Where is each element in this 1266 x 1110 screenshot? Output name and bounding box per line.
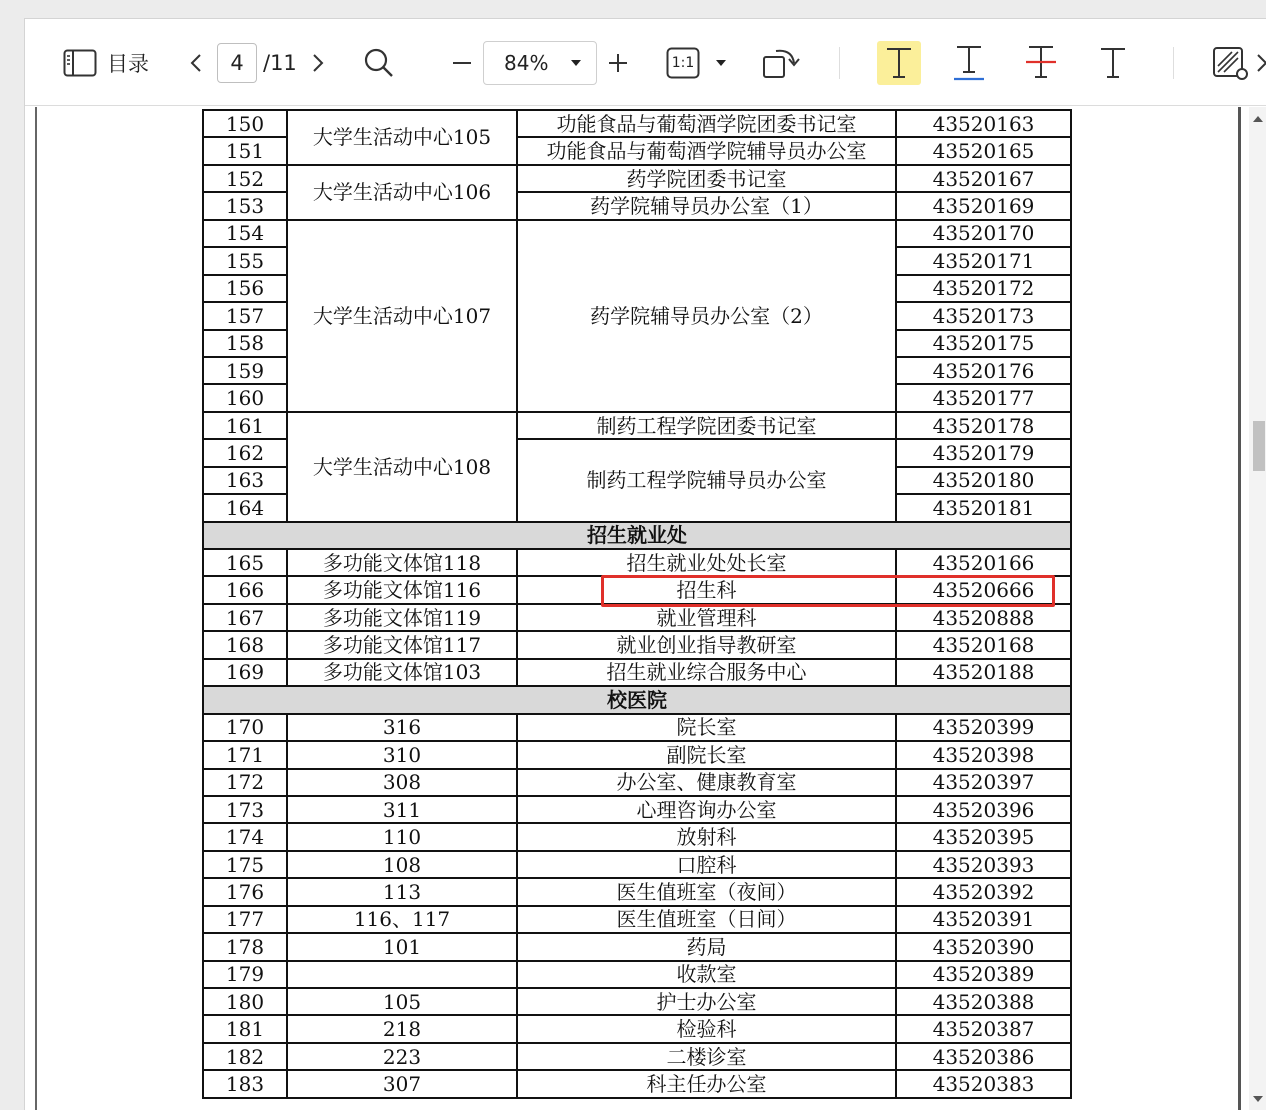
row-number: 165 <box>203 549 287 576</box>
office-cell: 药学院辅导员办公室（1） <box>517 192 896 219</box>
office-cell: 药局 <box>517 933 896 960</box>
chevron-left-icon <box>190 53 202 73</box>
office-cell: 就业管理科 <box>517 604 896 631</box>
page-edge <box>35 107 37 1110</box>
row-number: 161 <box>203 412 287 439</box>
office-cell: 医生值班室（夜间） <box>517 878 896 905</box>
office-cell: 放射科 <box>517 823 896 850</box>
row-number: 162 <box>203 439 287 466</box>
phone-cell: 43520175 <box>896 330 1071 357</box>
area-highlight-icon <box>1212 46 1250 82</box>
scroll-down-icon <box>1252 1095 1264 1103</box>
room-cell <box>287 961 517 988</box>
row-number: 177 <box>203 906 287 933</box>
table-row <box>203 1015 1071 1042</box>
row-number: 153 <box>203 192 287 219</box>
phone-cell: 43520398 <box>896 741 1071 768</box>
row-number: 181 <box>203 1015 287 1042</box>
table-row <box>203 878 1071 905</box>
row-number: 176 <box>203 878 287 905</box>
table-row <box>203 741 1071 768</box>
highlight-text-button[interactable] <box>877 41 921 85</box>
room-cell: 多功能文体馆116 <box>287 576 517 603</box>
next-page-button[interactable] <box>307 47 329 79</box>
phone-cell: 43520666 <box>896 576 1071 603</box>
phone-cell: 43520396 <box>896 796 1071 823</box>
actual-size-button[interactable] <box>665 46 701 80</box>
row-number: 163 <box>203 467 287 494</box>
search-button[interactable] <box>361 45 397 81</box>
sidebar-icon <box>63 49 97 77</box>
table-row <box>203 1043 1071 1070</box>
row-number: 183 <box>203 1070 287 1097</box>
room-cell: 108 <box>287 851 517 878</box>
room-cell: 110 <box>287 823 517 850</box>
table-row <box>203 165 1071 192</box>
room-cell: 105 <box>287 988 517 1015</box>
office-cell: 药学院团委书记室 <box>517 165 896 192</box>
rotate-icon <box>762 45 802 81</box>
phone-cell: 43520180 <box>896 467 1071 494</box>
zoom-value: 84% <box>504 51 549 75</box>
room-cell: 116、117 <box>287 906 517 933</box>
chevron-right-icon <box>1256 53 1266 73</box>
toolbar-divider <box>839 47 840 79</box>
vertical-scrollbar[interactable] <box>1249 107 1266 1110</box>
phone-cell: 43520388 <box>896 988 1071 1015</box>
row-number: 150 <box>203 110 287 137</box>
section-title: 招生就业处 <box>203 522 1071 549</box>
area-highlight-button[interactable] <box>1211 45 1251 83</box>
office-cell: 院长室 <box>517 714 896 741</box>
row-number: 160 <box>203 384 287 411</box>
table-row <box>203 961 1071 988</box>
room-cell: 113 <box>287 878 517 905</box>
table-row <box>203 604 1071 631</box>
scrollbar-thumb[interactable] <box>1253 421 1265 471</box>
table-row <box>203 769 1071 796</box>
row-number: 155 <box>203 247 287 274</box>
add-text-button[interactable] <box>1091 41 1135 85</box>
phone-cell: 43520395 <box>896 823 1071 850</box>
room-cell: 223 <box>287 1043 517 1070</box>
office-cell: 制药工程学院辅导员办公室 <box>517 439 896 521</box>
zoom-in-button[interactable] <box>603 47 633 79</box>
office-cell: 招生就业综合服务中心 <box>517 659 896 686</box>
rotate-button[interactable] <box>761 44 803 82</box>
room-cell: 308 <box>287 769 517 796</box>
office-cell: 心理咨询办公室 <box>517 796 896 823</box>
phone-cell: 43520397 <box>896 769 1071 796</box>
table-row <box>203 933 1071 960</box>
row-number: 151 <box>203 137 287 164</box>
row-number: 171 <box>203 741 287 768</box>
phone-cell: 43520167 <box>896 165 1071 192</box>
office-cell: 药学院辅导员办公室（2） <box>517 220 896 412</box>
row-number: 174 <box>203 823 287 850</box>
phone-cell: 43520169 <box>896 192 1071 219</box>
office-cell: 收款室 <box>517 961 896 988</box>
more-tools-button[interactable] <box>1255 49 1266 77</box>
row-number: 166 <box>203 576 287 603</box>
phone-cell: 43520165 <box>896 137 1071 164</box>
row-number: 168 <box>203 631 287 658</box>
underline-text-icon <box>952 44 986 82</box>
phone-cell: 43520390 <box>896 933 1071 960</box>
row-number: 179 <box>203 961 287 988</box>
toolbar-divider <box>1173 47 1174 79</box>
table-row <box>203 412 1071 439</box>
room-cell: 多功能文体馆119 <box>287 604 517 631</box>
room-cell: 大学生活动中心108 <box>287 412 517 522</box>
table-row <box>203 796 1071 823</box>
phone-directory-table <box>202 109 1072 1099</box>
phone-cell: 43520170 <box>896 220 1071 247</box>
office-cell: 二楼诊室 <box>517 1043 896 1070</box>
table-row <box>203 549 1071 576</box>
office-cell: 科主任办公室 <box>517 1070 896 1097</box>
page-total: /11 <box>263 51 297 75</box>
caret-down-icon <box>715 59 727 67</box>
office-cell: 护士办公室 <box>517 988 896 1015</box>
pdf-viewer-window <box>24 18 1266 1110</box>
office-cell: 口腔科 <box>517 851 896 878</box>
office-cell: 副院长室 <box>517 741 896 768</box>
table-row <box>203 988 1071 1015</box>
caret-down-icon <box>570 59 582 67</box>
phone-cell: 43520176 <box>896 357 1071 384</box>
phone-cell: 43520172 <box>896 275 1071 302</box>
underline-text-button[interactable] <box>947 41 991 85</box>
table-row <box>203 110 1071 137</box>
fit-options-dropdown[interactable] <box>713 53 729 73</box>
phone-cell: 43520389 <box>896 961 1071 988</box>
room-cell: 大学生活动中心107 <box>287 220 517 412</box>
row-number: 173 <box>203 796 287 823</box>
zoom-select[interactable] <box>483 41 597 85</box>
row-number: 169 <box>203 659 287 686</box>
row-number: 164 <box>203 494 287 521</box>
phone-cell: 43520888 <box>896 604 1071 631</box>
phone-cell: 43520181 <box>896 494 1071 521</box>
phone-cell: 43520392 <box>896 878 1071 905</box>
table-row <box>203 631 1071 658</box>
phone-cell: 43520168 <box>896 631 1071 658</box>
row-number: 159 <box>203 357 287 384</box>
phone-cell: 43520163 <box>896 110 1071 137</box>
row-number: 175 <box>203 851 287 878</box>
search-icon <box>363 47 395 79</box>
section-title: 校医院 <box>203 686 1071 713</box>
room-cell: 218 <box>287 1015 517 1042</box>
section-header-row <box>203 686 1071 713</box>
row-number: 178 <box>203 933 287 960</box>
section-header-row <box>203 522 1071 549</box>
room-cell: 311 <box>287 796 517 823</box>
office-cell: 功能食品与葡萄酒学院辅导员办公室 <box>517 137 896 164</box>
row-number: 182 <box>203 1043 287 1070</box>
phone-cell: 43520391 <box>896 906 1071 933</box>
room-cell: 多功能文体馆103 <box>287 659 517 686</box>
page-number-input[interactable]: 4 <box>217 43 257 83</box>
row-number: 157 <box>203 302 287 329</box>
row-number: 158 <box>203 330 287 357</box>
toolbar <box>25 19 1266 106</box>
table-row <box>203 659 1071 686</box>
row-number: 156 <box>203 275 287 302</box>
office-cell: 功能食品与葡萄酒学院团委书记室 <box>517 110 896 137</box>
table-row <box>203 906 1071 933</box>
minus-icon <box>452 61 472 65</box>
office-cell: 医生值班室（日间） <box>517 906 896 933</box>
phone-cell: 43520386 <box>896 1043 1071 1070</box>
phone-cell: 43520387 <box>896 1015 1071 1042</box>
row-number: 170 <box>203 714 287 741</box>
office-cell: 招生科 <box>517 576 896 603</box>
strikethrough-text-icon <box>1024 44 1058 82</box>
room-cell: 307 <box>287 1070 517 1097</box>
phone-cell: 43520399 <box>896 714 1071 741</box>
room-cell: 101 <box>287 933 517 960</box>
toc-label: 目录 <box>107 52 149 76</box>
highlight-text-icon <box>884 46 914 80</box>
table-row <box>203 220 1071 247</box>
room-cell: 310 <box>287 741 517 768</box>
phone-cell: 43520188 <box>896 659 1071 686</box>
office-cell: 招生就业处处长室 <box>517 549 896 576</box>
office-cell: 检验科 <box>517 1015 896 1042</box>
phone-cell: 43520171 <box>896 247 1071 274</box>
room-cell: 大学生活动中心105 <box>287 110 517 165</box>
office-cell: 制药工程学院团委书记室 <box>517 412 896 439</box>
phone-cell: 43520177 <box>896 384 1071 411</box>
page-edge <box>1238 107 1241 1110</box>
chevron-right-icon <box>312 53 324 73</box>
phone-cell: 43520178 <box>896 412 1071 439</box>
room-cell: 多功能文体馆117 <box>287 631 517 658</box>
room-cell: 大学生活动中心106 <box>287 165 517 220</box>
phone-cell: 43520393 <box>896 851 1071 878</box>
zoom-out-button[interactable] <box>447 47 477 79</box>
table-row <box>203 714 1071 741</box>
table-row <box>203 823 1071 850</box>
actual-size-label: 1:1 <box>671 55 695 71</box>
strikethrough-text-button[interactable] <box>1019 41 1063 85</box>
office-cell: 办公室、健康教育室 <box>517 769 896 796</box>
row-number: 167 <box>203 604 287 631</box>
room-cell: 316 <box>287 714 517 741</box>
row-number: 152 <box>203 165 287 192</box>
table-row <box>203 576 1071 603</box>
toc-button[interactable] <box>63 47 149 79</box>
text-tool-icon <box>1098 46 1128 80</box>
office-cell: 就业创业指导教研室 <box>517 631 896 658</box>
row-number: 180 <box>203 988 287 1015</box>
row-number: 172 <box>203 769 287 796</box>
phone-cell: 43520166 <box>896 549 1071 576</box>
phone-cell: 43520179 <box>896 439 1071 466</box>
phone-cell: 43520173 <box>896 302 1071 329</box>
table-row <box>203 1070 1071 1097</box>
scroll-up-icon <box>1252 115 1264 123</box>
phone-cell: 43520383 <box>896 1070 1071 1097</box>
plus-icon <box>608 53 628 73</box>
room-cell: 多功能文体馆118 <box>287 549 517 576</box>
table-row <box>203 851 1071 878</box>
row-number: 154 <box>203 220 287 247</box>
prev-page-button[interactable] <box>185 47 207 79</box>
